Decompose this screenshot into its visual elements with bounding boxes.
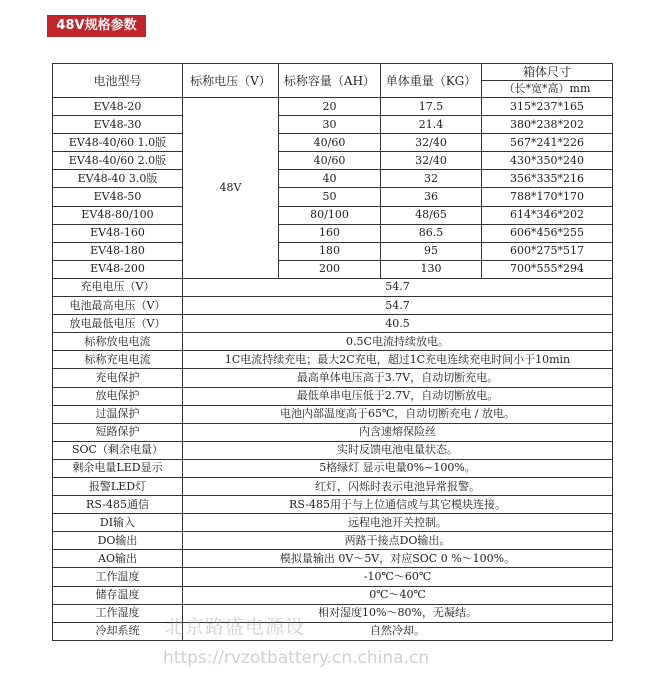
weight-cell: 17.5 [381, 98, 482, 116]
spec-row [53, 351, 613, 369]
model-cell: EV48-40/60 1.0版 [53, 134, 183, 152]
spec-label: 标称放电电流 [53, 333, 183, 351]
weight-cell: 130 [381, 260, 482, 278]
watermark-url: https://rvzotbattery.cn.china.cn [163, 648, 430, 668]
spec-value: 实时反馈电池电量状态。 [183, 441, 613, 459]
spec-label: 冷却系统 [53, 622, 183, 640]
section-badge: 48V规格参数 [47, 15, 146, 37]
header-dimensions-title: 箱体尺寸 [482, 64, 612, 81]
spec-value: 0℃～40℃ [183, 586, 613, 604]
model-row [53, 98, 613, 116]
spec-row [53, 333, 613, 351]
spec-value: 远程电池开关控制。 [183, 514, 613, 532]
spec-label: SOC（剩余电量） [53, 441, 183, 459]
spec-label: 充电电压（V） [53, 278, 183, 296]
model-row [53, 206, 613, 224]
spec-value: 5格绿灯 显示电量0%~100%。 [183, 459, 613, 477]
model-cell: EV48-20 [53, 98, 183, 116]
capacity-cell: 40/60 [279, 134, 381, 152]
spec-row [53, 514, 613, 532]
weight-cell: 32/40 [381, 134, 482, 152]
weight-cell: 32 [381, 170, 482, 188]
spec-row [53, 459, 613, 477]
dimensions-cell: 380*238*202 [482, 116, 613, 134]
spec-label: 工作湿度 [53, 604, 183, 622]
spec-label: 放电保护 [53, 387, 183, 405]
spec-row [53, 496, 613, 514]
weight-cell: 21.4 [381, 116, 482, 134]
capacity-cell: 160 [279, 224, 381, 242]
spec-label: DO输出 [53, 532, 183, 550]
spec-label: AO输出 [53, 550, 183, 568]
spec-row [53, 405, 613, 423]
model-cell: EV48-160 [53, 224, 183, 242]
dimensions-cell: 356*335*216 [482, 170, 613, 188]
spec-label: 工作温度 [53, 568, 183, 586]
spec-row [53, 441, 613, 459]
capacity-cell: 80/100 [279, 206, 381, 224]
spec-table [52, 63, 613, 641]
watermark-company: 北京路盛电源设 [165, 616, 306, 638]
capacity-cell: 200 [279, 260, 381, 278]
model-row [53, 116, 613, 134]
capacity-cell: 20 [279, 98, 381, 116]
spec-row [53, 477, 613, 495]
model-row [53, 188, 613, 206]
model-cell: EV48-30 [53, 116, 183, 134]
spec-label: RS-485通信 [53, 496, 183, 514]
dimensions-cell: 600*275*517 [482, 242, 613, 260]
capacity-cell: 40/60 [279, 152, 381, 170]
spec-row [53, 387, 613, 405]
spec-label: 储存温度 [53, 586, 183, 604]
spec-label: 电池最高电压（V） [53, 297, 183, 315]
spec-value: 54.7 [183, 297, 613, 315]
dimensions-cell: 700*555*294 [482, 260, 613, 278]
model-row [53, 260, 613, 278]
header-model: 电池型号 [53, 64, 183, 98]
spec-value: 两路干接点DO输出。 [183, 532, 613, 550]
model-row [53, 152, 613, 170]
spec-value: 0.5C电流持续放电。 [183, 333, 613, 351]
spec-row [53, 568, 613, 586]
nominal-voltage-cell: 48V [183, 98, 279, 279]
spec-value: 模拟量输出 0V～5V，对应SOC 0 %～100%。 [183, 550, 613, 568]
model-cell: EV48-40/60 2.0版 [53, 152, 183, 170]
weight-cell: 95 [381, 242, 482, 260]
model-row [53, 170, 613, 188]
spec-row [53, 622, 613, 640]
spec-row [53, 369, 613, 387]
model-cell: EV48-50 [53, 188, 183, 206]
spec-value: 电池内部温度高于65℃，自动切断充电 / 放电。 [183, 405, 613, 423]
spec-value: 1C电流持续充电；最大2C充电，超过1C充电连续充电时间小于10min [183, 351, 613, 369]
header-weight: 单体重量（KG） [381, 64, 482, 98]
dimensions-cell: 614*346*202 [482, 206, 613, 224]
capacity-cell: 180 [279, 242, 381, 260]
model-cell: EV48-180 [53, 242, 183, 260]
header-dimensions [482, 64, 613, 98]
capacity-cell: 40 [279, 170, 381, 188]
header-capacity: 标称容量（AH） [279, 64, 381, 98]
spec-value: 相对湿度10%～80%，无凝结。 [183, 604, 613, 622]
spec-value: 40.5 [183, 315, 613, 333]
model-row [53, 134, 613, 152]
spec-label: 充电保护 [53, 369, 183, 387]
spec-label: DI输入 [53, 514, 183, 532]
model-cell: EV48-40 3.0版 [53, 170, 183, 188]
spec-value: 54.7 [183, 278, 613, 296]
header-row [53, 64, 613, 98]
spec-label: 报警LED灯 [53, 477, 183, 495]
weight-cell: 86.5 [381, 224, 482, 242]
spec-value: 最高单体电压高于3.7V，自动切断充电。 [183, 369, 613, 387]
spec-row [53, 278, 613, 296]
weight-cell: 48/65 [381, 206, 482, 224]
spec-label: 放电最低电压（V） [53, 315, 183, 333]
header-voltage: 标称电压（V） [183, 64, 279, 98]
dimensions-cell: 567*241*226 [482, 134, 613, 152]
dimensions-cell: 315*237*165 [482, 98, 613, 116]
spec-label: 剩余电量LED显示 [53, 459, 183, 477]
spec-label: 标称充电电流 [53, 351, 183, 369]
spec-row [53, 550, 613, 568]
spec-label: 过温保护 [53, 405, 183, 423]
spec-value: -10℃～60℃ [183, 568, 613, 586]
model-row [53, 242, 613, 260]
spec-row [53, 315, 613, 333]
capacity-cell: 30 [279, 116, 381, 134]
spec-row [53, 604, 613, 622]
spec-value: 内含速熔保险丝 [183, 423, 613, 441]
spec-row [53, 532, 613, 550]
dimensions-cell: 788*170*170 [482, 188, 613, 206]
spec-value: 最低单串电压低于2.7V，自动切断放电。 [183, 387, 613, 405]
spec-row [53, 297, 613, 315]
weight-cell: 32/40 [381, 152, 482, 170]
spec-row [53, 423, 613, 441]
spec-row [53, 586, 613, 604]
model-row [53, 224, 613, 242]
spec-value: 自然冷却。 [183, 622, 613, 640]
capacity-cell: 50 [279, 188, 381, 206]
dimensions-cell: 606*456*255 [482, 224, 613, 242]
model-cell: EV48-80/100 [53, 206, 183, 224]
weight-cell: 36 [381, 188, 482, 206]
model-cell: EV48-200 [53, 260, 183, 278]
header-dimensions-unit: （长*宽*高）mm [503, 82, 591, 95]
spec-label: 短路保护 [53, 423, 183, 441]
spec-value: 红灯，闪烁时表示电池异常报警。 [183, 477, 613, 495]
spec-value: RS-485用于与上位通信或与其它模块连接。 [183, 496, 613, 514]
dimensions-cell: 430*350*240 [482, 152, 613, 170]
